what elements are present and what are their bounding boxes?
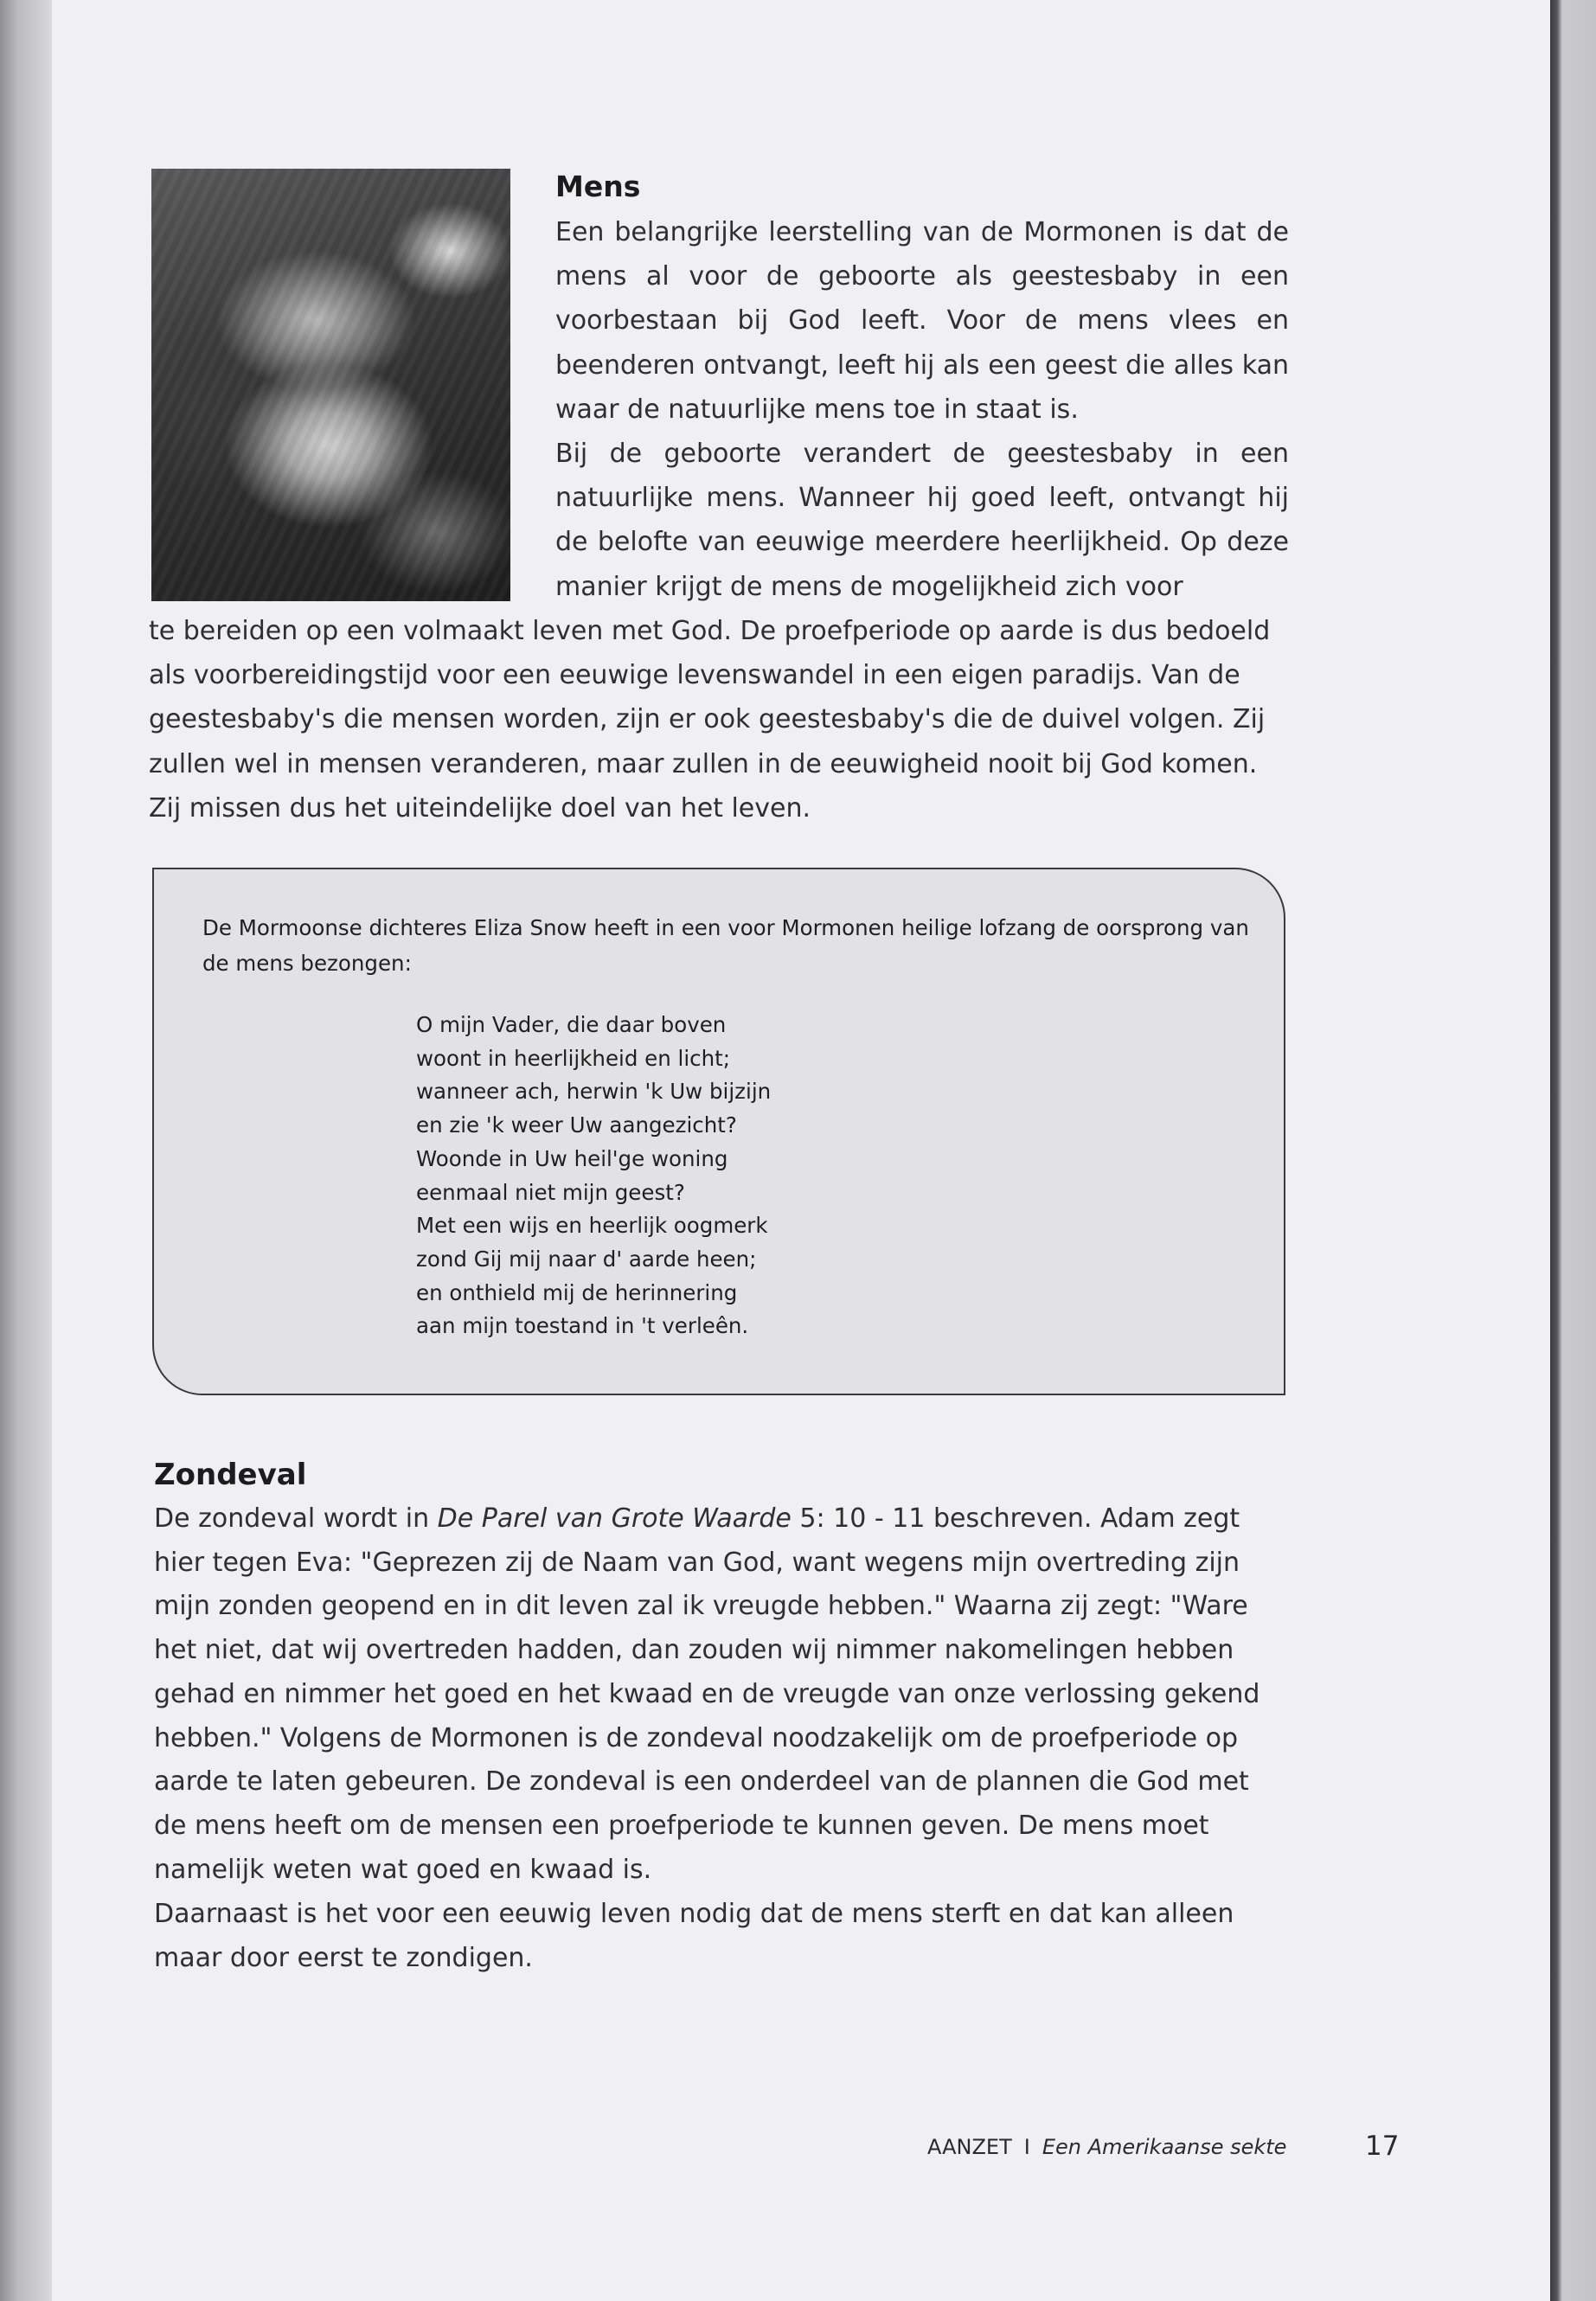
page-number: 17 (1365, 2131, 1400, 2162)
zondeval-paragraph-2: Daarnaast is het voor een eeuwig leven nodig dat de mens sterft en dat kan alleen maar door eerst te zondigen. (154, 1899, 1234, 1973)
poem-line: O mijn Vader, die daar boven (416, 1012, 727, 1037)
poem-line: eenmaal niet mijn geest? (416, 1179, 685, 1205)
mens-paragraph-2-wrapped: Bij de geboorte verandert de geestesbaby in een natuurlijke mens. Wanneer hij goed leeft, ontvangt hij de belofte van eeuwige meerdere heerlijkheid. Op deze manier krijgt de mens de mogelijkheid zich voor (555, 439, 1289, 602)
poem-line: Woonde in Uw heil'ge woning (416, 1145, 728, 1171)
footer-separator: I (1023, 2135, 1030, 2159)
zondeval-text-start: De zondeval wordt in (154, 1503, 438, 1534)
zondeval-text-rest: 5: 10 - 11 beschreven. Adam zegt hier tegen Eva: "Geprezen zij de Naam van God, want wegens mijn overtreding zijn mijn zonden geopend en in dit leven zal ik vreugde hebben." Waarna zij zegt: "Ware het niet, dat wij overtreden hadden, dan zouden wij nimmer nakomelingen hebben gehad en nimmer het goed en het kwaad en de vreugde van onze verlossing gekend hebben." Volgens de Mormonen is de zondeval noodzakelijk om de proefperiode op aarde te laten gebeuren. De zondeval is een onderdeel van de plannen die God met de mens heeft om de mensen een proefperiode te kunnen geven. De mens moet namelijk weten wat goed en kwaad is. (154, 1503, 1260, 1885)
poem-line: Met een wijs en heerlijk oogmerk (416, 1213, 768, 1239)
quote-box-intro: De Mormoonse dichteres Eliza Snow heeft in een voor Mormonen heilige lofzang de oorsprong van de mens bezongen: (202, 915, 1249, 976)
section-heading-zondeval: Zondeval (154, 1458, 307, 1492)
poem-line: en zie 'k weer Uw aangezicht? (416, 1112, 737, 1138)
zondeval-paragraph-1 (154, 1497, 1285, 1892)
running-footer (927, 2135, 1286, 2159)
poem-line: wanneer ach, herwin 'k Uw bijzijn (416, 1079, 772, 1105)
poem (416, 1009, 771, 1343)
mens-paragraph-2-continued: te bereiden op een volmaakt leven met God. De proefperiode op aarde is dus bedoeld als voorbereidingstijd voor een eeuwige levenswandel in een eigen paradijs. Van de geestesbaby's die mensen worden, zijn er ook geestesbaby's die de duivel volgen. Zij zullen wel in mensen veranderen, maar zullen in de eeuwigheid nooit bij God komen. Zij missen dus het uiteindelijke doel van het leven. (149, 616, 1271, 824)
footer-series: AANZET (927, 2135, 1012, 2159)
poem-line: aan mijn toestand in 't verleên. (416, 1313, 749, 1339)
poem-line: woont in heerlijkheid en licht; (416, 1045, 731, 1071)
ultrasound-fetus-photo (151, 169, 510, 601)
section-heading-mens: Mens (555, 170, 641, 203)
poem-line: en onthield mij de herinnering (416, 1279, 738, 1305)
mens-paragraph-1: Een belangrijke leerstelling van de Mormonen is dat de mens al voor de geboorte als geestesbaby in een voorbestaan bij God leeft. Voor de mens vlees en beenderen ontvangt, leeft hij als een geest die alles kan waar de natuurlijke mens toe in staat is. (555, 217, 1289, 425)
poem-line: zond Gij mij naar d' aarde heen; (416, 1246, 757, 1272)
footer-subtitle: Een Amerikaanse sekte (1042, 2135, 1287, 2159)
book-title: De Parel van Grote Waarde (437, 1503, 792, 1534)
